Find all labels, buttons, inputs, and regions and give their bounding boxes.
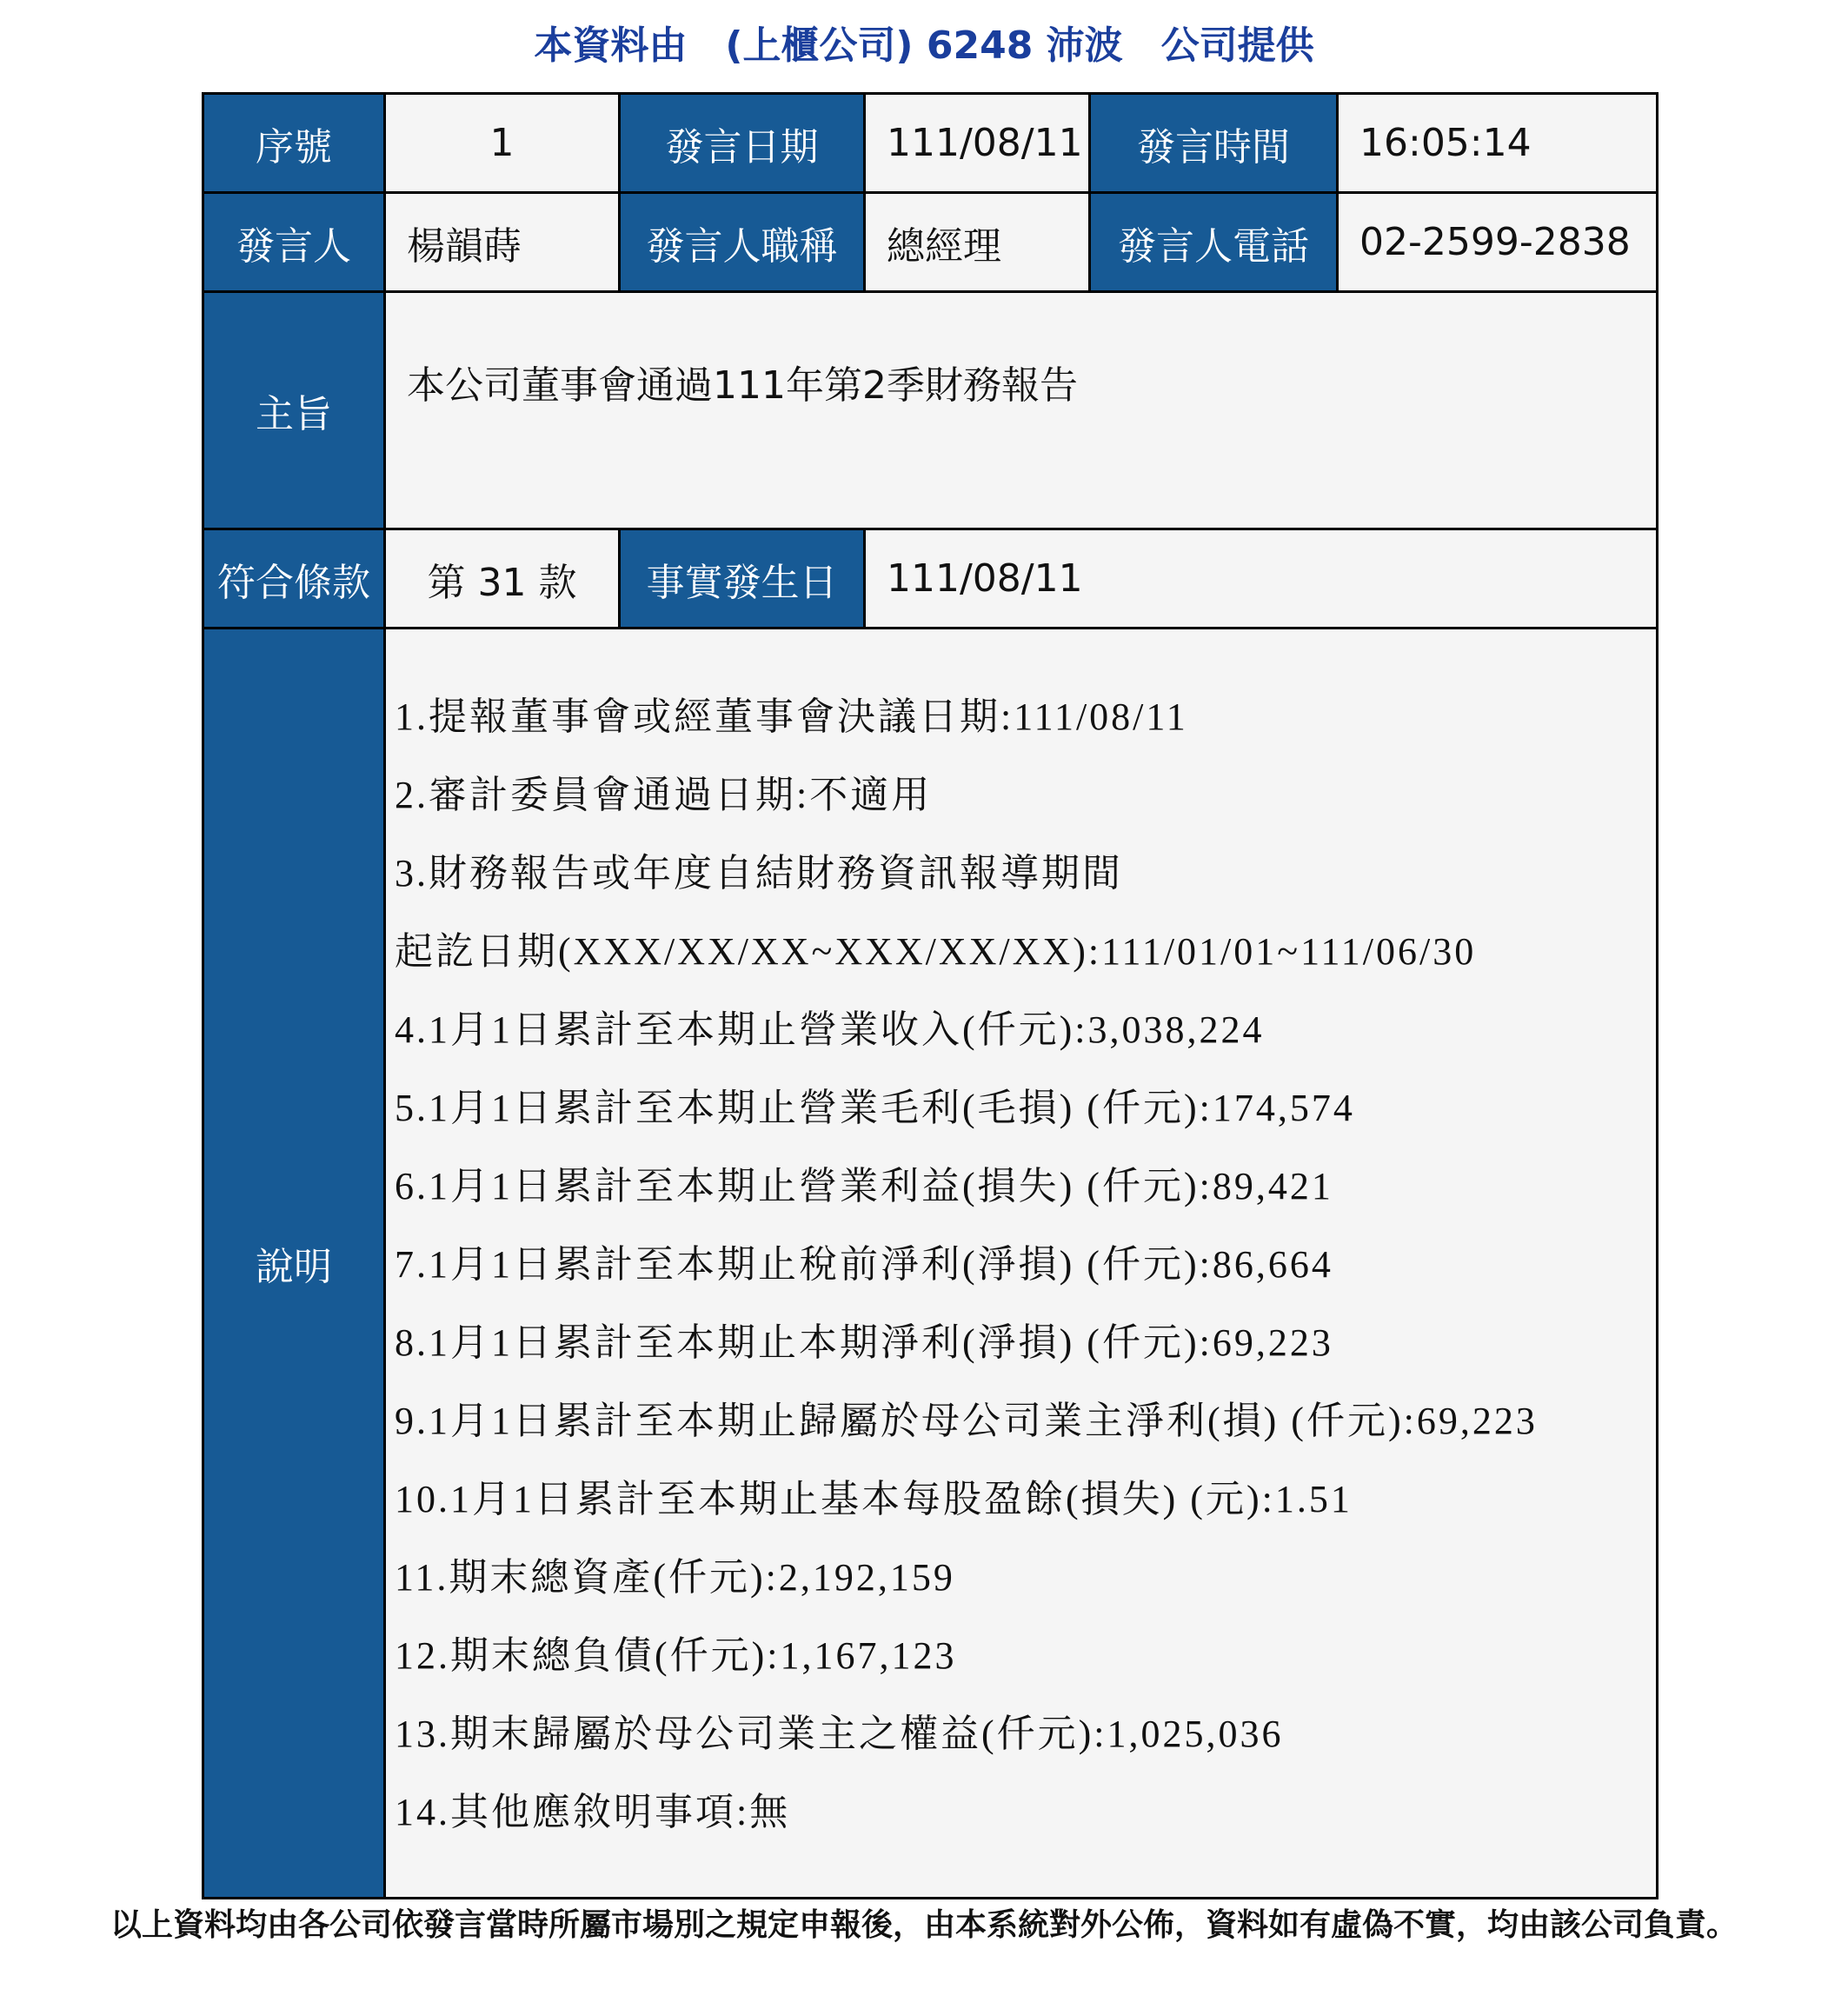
date-label: 發言日期 bbox=[620, 94, 865, 193]
speaker-title-label: 發言人職稱 bbox=[620, 193, 865, 292]
table-row bbox=[203, 193, 1658, 292]
description-line: 11.期末總資產(仟元):2,192,159 bbox=[395, 1556, 955, 1599]
description-line: 8.1月1日累計至本期止本期淨利(淨損) (仟元):69,223 bbox=[395, 1321, 1333, 1364]
description-line: 2.審計委員會通過日期:不適用 bbox=[395, 774, 933, 816]
speaker-phone-value: 02-2599-2838 bbox=[1338, 193, 1658, 292]
description-line: 7.1月1日累計至本期止稅前淨利(淨損) (仟元):86,664 bbox=[395, 1243, 1333, 1286]
clause-value: 第 31 款 bbox=[385, 529, 620, 629]
fact-date-label: 事實發生日 bbox=[620, 529, 865, 629]
description-body bbox=[385, 629, 1658, 1899]
speaker-phone-label: 發言人電話 bbox=[1090, 193, 1338, 292]
disclaimer-footer: 以上資料均由各公司依發言當時所屬市場別之規定申報後，由本系統對外公佈，資料如有虛偽不實，均由該公司負責。 bbox=[110, 1907, 1738, 1943]
description-line: 9.1月1日累計至本期止歸屬於母公司業主淨利(損) (仟元):69,223 bbox=[395, 1400, 1538, 1442]
page-header bbox=[0, 16, 1848, 76]
time-label: 發言時間 bbox=[1090, 94, 1338, 193]
description-line: 5.1月1日累計至本期止營業毛利(毛損) (仟元):174,574 bbox=[395, 1087, 1355, 1129]
description-line: 13.期末歸屬於母公司業主之權益(仟元):1,025,036 bbox=[395, 1713, 1284, 1755]
description-label: 說明 bbox=[203, 629, 385, 1899]
clause-label: 符合條款 bbox=[203, 529, 385, 629]
description-line: 3.財務報告或年度自結財務資訊報導期間 bbox=[395, 852, 1123, 895]
header-prefix: 本資料由 bbox=[534, 23, 688, 68]
header-suffix: 公司提供 bbox=[1160, 23, 1314, 68]
seq-value: 1 bbox=[385, 94, 620, 193]
table-row bbox=[203, 94, 1658, 193]
company-name: (上櫃公司) 6248 沛波 bbox=[725, 23, 1123, 68]
seq-label: 序號 bbox=[203, 94, 385, 193]
description-line: 6.1月1日累計至本期止營業利益(損失) (仟元):89,421 bbox=[395, 1165, 1333, 1207]
speaker-value: 楊韻蒔 bbox=[385, 193, 620, 292]
table-row bbox=[203, 529, 1658, 629]
description-line: 4.1月1日累計至本期止營業收入(仟元):3,038,224 bbox=[395, 1008, 1265, 1051]
table-row bbox=[203, 292, 1658, 529]
description-line: 14.其他應敘明事項:無 bbox=[395, 1791, 791, 1833]
table-row bbox=[203, 629, 1658, 1899]
announcement-table bbox=[202, 92, 1659, 1899]
description-line: 10.1月1日累計至本期止基本每股盈餘(損失) (元):1.51 bbox=[395, 1478, 1353, 1520]
subject-label: 主旨 bbox=[203, 292, 385, 529]
fact-date-value: 111/08/11 bbox=[865, 529, 1658, 629]
subject-value: 本公司董事會通過111年第2季財務報告 bbox=[385, 292, 1658, 529]
description-line: 1.提報董事會或經董事會決議日期:111/08/11 bbox=[395, 695, 1188, 738]
speaker-label: 發言人 bbox=[203, 193, 385, 292]
description-line: 12.期末總負債(仟元):1,167,123 bbox=[395, 1634, 957, 1677]
time-value: 16:05:14 bbox=[1338, 94, 1658, 193]
speaker-title-value: 總經理 bbox=[865, 193, 1090, 292]
description-line: 起訖日期(XXX/XX/XX~XXX/XX/XX):111/01/01~111/06/30 bbox=[395, 930, 1477, 973]
date-value: 111/08/11 bbox=[865, 94, 1090, 193]
